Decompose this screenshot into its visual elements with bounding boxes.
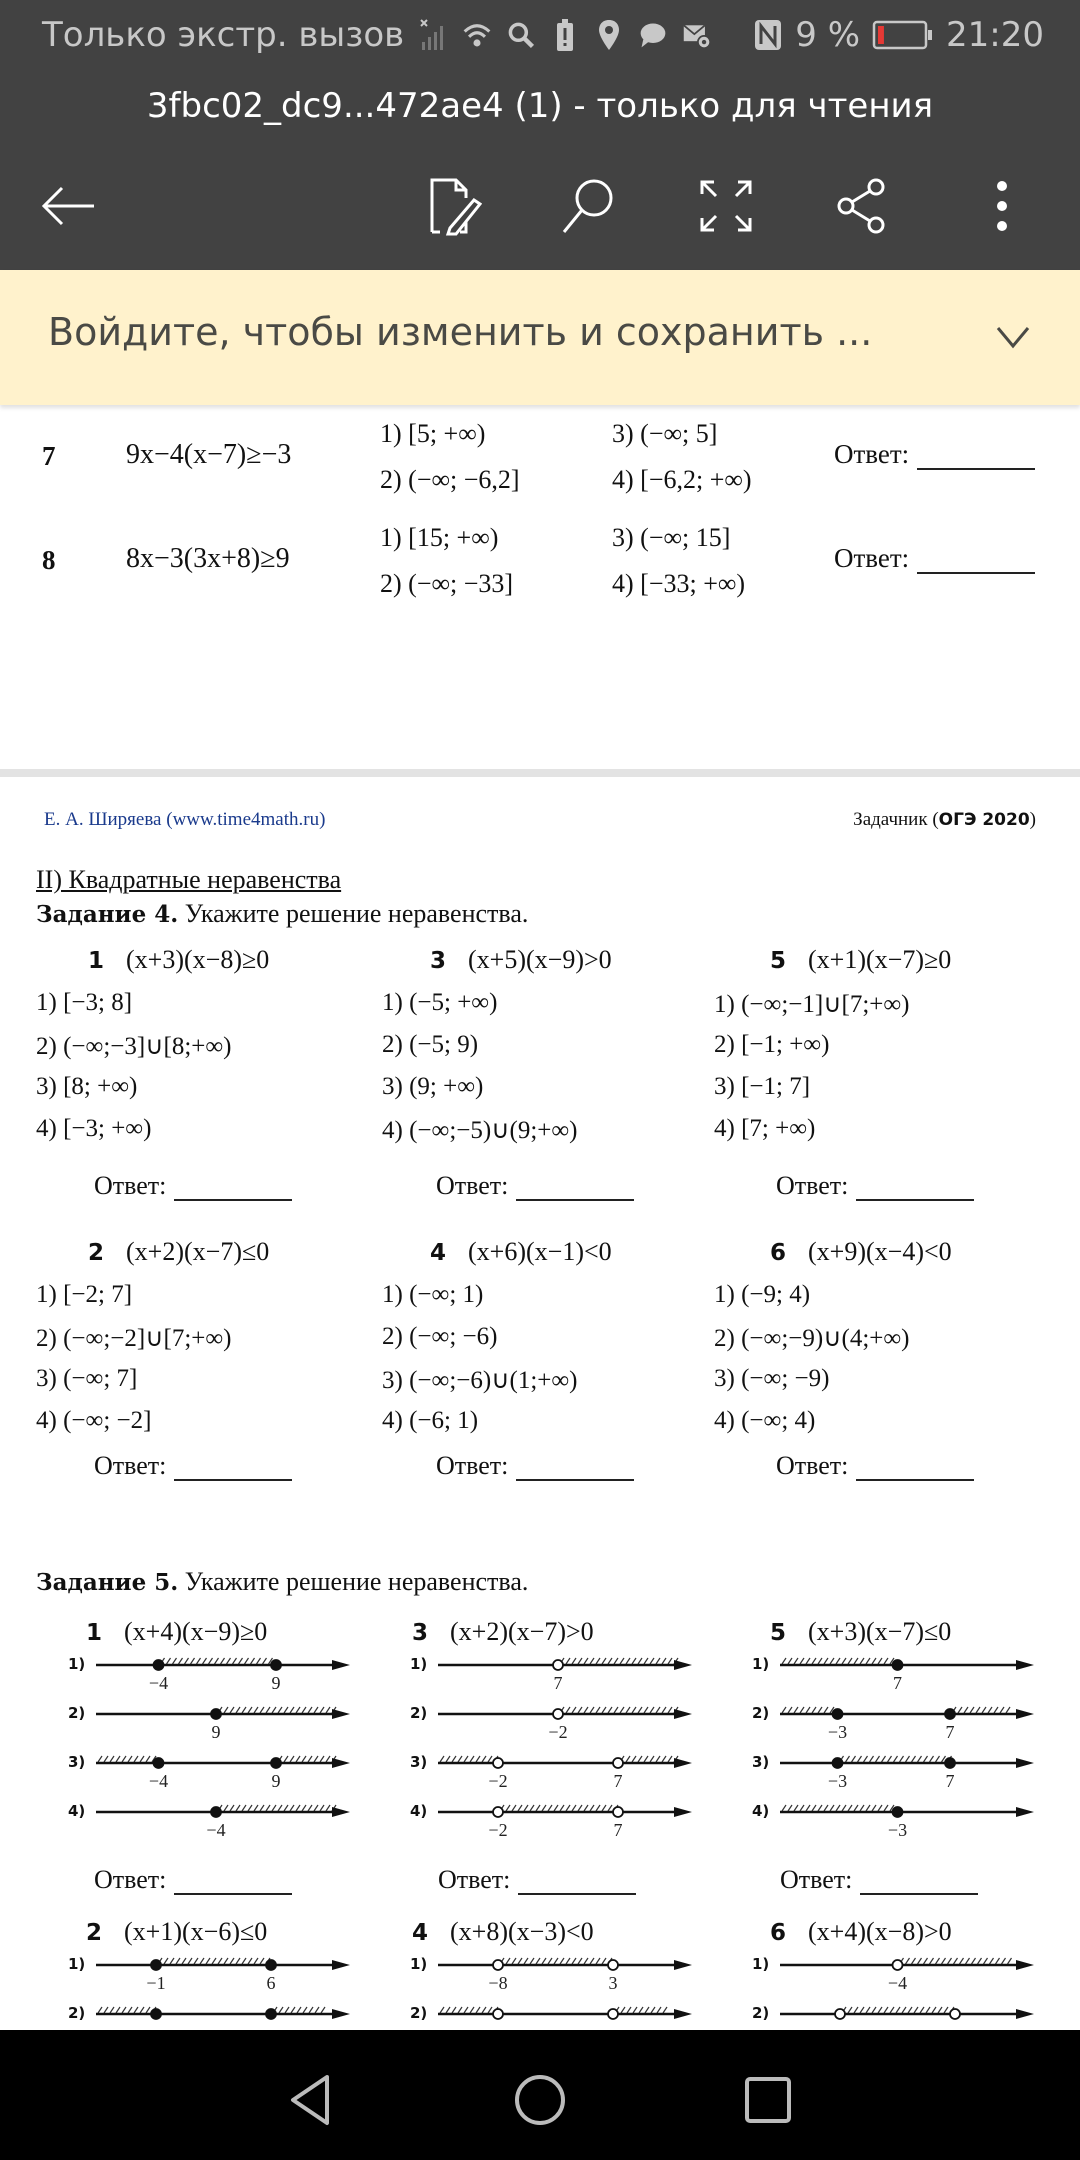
- question-header: [86, 1917, 267, 1947]
- no-signal-icon: [418, 18, 448, 52]
- arrow-left-icon: [38, 184, 98, 228]
- location-icon: [594, 18, 624, 52]
- closed-point: [833, 1709, 843, 1719]
- point-label: −4: [148, 1771, 169, 1791]
- answer-blank[interactable]: [917, 444, 1035, 470]
- answer-option: 1) [15; +∞): [380, 523, 499, 552]
- answer-label: Ответ:: [436, 1451, 509, 1480]
- axis-arrow: [332, 1758, 350, 1768]
- answer-label: Ответ:: [438, 1865, 511, 1894]
- linear-task-row: [0, 405, 1080, 515]
- shaded-interval: [500, 1958, 612, 1964]
- question-header: [770, 945, 951, 975]
- question-number: 4: [412, 1920, 429, 1946]
- answer-option: 3) (−∞; −9): [714, 1365, 830, 1392]
- closed-point: [154, 1758, 164, 1768]
- axis-arrow: [332, 1709, 350, 1719]
- edit-button[interactable]: [416, 168, 492, 244]
- answer-field[interactable]: [776, 1451, 974, 1481]
- page-header-author: Е. А. Ширяева (www.time4math.ru): [44, 809, 326, 830]
- answer-blank[interactable]: [860, 1869, 978, 1895]
- question-expression: (x+1)(x−6)≤0: [124, 1917, 268, 1946]
- task4-title: [36, 899, 528, 929]
- question-number: 3: [430, 948, 447, 974]
- question-expression: (x+6)(x−1)<0: [468, 1237, 612, 1266]
- option-label: 4): [68, 1802, 86, 1820]
- point-label: 7: [945, 1722, 955, 1742]
- answer-label: Ответ:: [776, 1171, 849, 1200]
- triangle-back-icon: [287, 2073, 333, 2127]
- app-bar: [0, 72, 1080, 270]
- battery-alert-icon: [550, 18, 580, 52]
- answer-field[interactable]: [780, 1865, 978, 1895]
- shaded-interval: [440, 1756, 498, 1762]
- closed-point: [271, 1758, 281, 1768]
- point-label: 9: [271, 1771, 281, 1791]
- option-label: 2): [752, 1704, 770, 1722]
- number-line: [96, 2002, 366, 2030]
- task-number: 7: [42, 441, 56, 471]
- number-line: [96, 1953, 366, 1993]
- wifi-icon: [462, 18, 492, 52]
- question-header: [88, 1237, 269, 1267]
- answer-option: 4) (−∞;−5)∪(9;+∞): [382, 1117, 578, 1144]
- answer-option: 2) (−∞; −6): [382, 1323, 498, 1350]
- shaded-interval: [218, 1707, 336, 1713]
- answer-blank[interactable]: [174, 1175, 292, 1201]
- shaded-interval: [840, 1756, 952, 1762]
- axis-arrow: [1016, 1960, 1034, 1970]
- shaded-interval: [560, 1707, 678, 1713]
- point-label: −4: [887, 1973, 908, 1993]
- option-label: 3): [752, 1753, 770, 1771]
- question-number: 6: [770, 1920, 787, 1946]
- axis-arrow: [674, 2009, 692, 2019]
- option-label: 2): [68, 2004, 86, 2022]
- answer-option: 3) (−∞;−6)∪(1;+∞): [382, 1367, 578, 1394]
- nav-recents-button[interactable]: [728, 2060, 808, 2140]
- answer-option: 1) [5; +∞): [380, 419, 486, 448]
- answer-option: 3) (−∞; 15]: [612, 523, 731, 552]
- open-point: [493, 1960, 503, 1970]
- point-label: 9: [271, 1673, 281, 1693]
- number-line: [780, 1953, 1050, 1993]
- chat-icon: [638, 18, 668, 52]
- closed-point: [893, 1660, 903, 1670]
- number-line: [96, 1751, 366, 1791]
- shaded-interval: [615, 2007, 667, 2013]
- closed-point: [211, 1807, 221, 1817]
- answer-blank[interactable]: [917, 548, 1035, 574]
- open-point: [553, 1660, 563, 1670]
- question-number: 3: [412, 1620, 429, 1646]
- carrier-text: Только экстр. вызов: [42, 15, 405, 55]
- system-nav-bar: [0, 2030, 1080, 2160]
- option-label: 1): [410, 1655, 428, 1673]
- axis-arrow: [332, 1960, 350, 1970]
- shaded-interval: [278, 1756, 336, 1762]
- closed-point: [893, 1807, 903, 1817]
- point-label: −2: [488, 1771, 508, 1791]
- answer-option: 3) [8; +∞): [36, 1073, 138, 1100]
- question-expression: (x+2)(x−7)≤0: [126, 1237, 270, 1266]
- axis-arrow: [332, 1660, 350, 1670]
- edit-document-icon: [426, 176, 482, 236]
- answer-field[interactable]: [94, 1451, 292, 1481]
- axis-arrow: [674, 1709, 692, 1719]
- question-number: 4: [430, 1240, 447, 1266]
- number-line: [96, 1653, 366, 1693]
- answer-label: Ответ:: [94, 1451, 167, 1480]
- search-icon: [558, 176, 618, 236]
- status-bar: [0, 0, 1080, 72]
- share-icon: [834, 177, 890, 235]
- closed-point: [151, 2009, 161, 2019]
- task5-title: [36, 1567, 528, 1597]
- shaded-interval: [782, 1805, 894, 1811]
- answer-blank[interactable]: [516, 1175, 634, 1201]
- closed-point: [945, 1758, 955, 1768]
- answer-option: 2) (−∞;−3]∪[8;+∞): [36, 1033, 232, 1060]
- document-title: 3fbc02_dc9...472ae4 (1) - только для чтения: [146, 86, 934, 126]
- option-label: 4): [410, 1802, 428, 1820]
- open-point: [950, 2009, 960, 2019]
- closed-point: [266, 2009, 276, 2019]
- expand-icon: [698, 178, 754, 234]
- closed-point: [945, 1709, 955, 1719]
- option-label: 2): [68, 1704, 86, 1722]
- point-label: 3: [608, 1973, 618, 1993]
- question-expression: (x+9)(x−4)<0: [808, 1237, 952, 1266]
- axis-arrow: [674, 1807, 692, 1817]
- point-label: −3: [887, 1820, 908, 1840]
- shaded-interval: [900, 1958, 1012, 1964]
- answer-option: 3) (9; +∞): [382, 1073, 484, 1100]
- axis-arrow: [1016, 1758, 1034, 1768]
- answer-field[interactable]: [834, 439, 1035, 470]
- answer-label: Ответ:: [436, 1171, 509, 1200]
- search-button[interactable]: [550, 168, 626, 244]
- question-number: 5: [770, 948, 787, 974]
- point-label: −1: [146, 1973, 166, 1993]
- open-point: [493, 1807, 503, 1817]
- battery-percent: 9 %: [795, 15, 861, 55]
- answer-option: 2) (−∞; −33]: [380, 569, 514, 598]
- answer-option: 4) [−6,2; +∞): [612, 465, 752, 494]
- square-recents-icon: [743, 2075, 793, 2125]
- answer-label: Ответ:: [776, 1451, 849, 1480]
- point-label: −4: [206, 1820, 226, 1840]
- shaded-interval: [560, 1658, 678, 1664]
- open-point: [608, 2009, 618, 2019]
- axis-arrow: [1016, 2009, 1034, 2019]
- point-label: 7: [945, 1771, 955, 1791]
- answer-field[interactable]: [436, 1171, 634, 1201]
- mail-settings-icon: [682, 18, 712, 52]
- closed-point: [151, 1960, 161, 1970]
- question-header: [770, 1917, 952, 1947]
- answer-field[interactable]: [438, 1865, 636, 1895]
- open-point: [493, 1758, 503, 1768]
- number-line: [780, 1800, 1050, 1840]
- answer-option: 1) [−2; 7]: [36, 1281, 133, 1308]
- sign-in-banner[interactable]: [0, 270, 1080, 405]
- number-line: [438, 1702, 708, 1742]
- option-label: 1): [68, 1955, 86, 1973]
- axis-arrow: [1016, 1709, 1034, 1719]
- open-point: [493, 2009, 503, 2019]
- answer-blank[interactable]: [518, 1869, 636, 1895]
- axis-arrow: [674, 1758, 692, 1768]
- book-suffix: ): [1029, 809, 1036, 830]
- nav-home-button[interactable]: [500, 2060, 580, 2140]
- answer-field[interactable]: [776, 1171, 974, 1201]
- answer-blank[interactable]: [516, 1455, 634, 1481]
- question-header: [86, 1617, 267, 1647]
- clock: 21:20: [946, 15, 1044, 55]
- answer-option: 4) [7; +∞): [714, 1115, 816, 1142]
- question-header: [770, 1617, 951, 1647]
- open-point: [608, 1960, 618, 1970]
- point-label: −3: [827, 1722, 848, 1742]
- number-line: [780, 1702, 1050, 1742]
- question-header: [770, 1237, 952, 1267]
- answer-option: 4) (−∞; −2]: [36, 1407, 152, 1434]
- option-label: 2): [410, 1704, 428, 1722]
- book-title-bold: ОГЭ 2020: [938, 810, 1030, 830]
- page-separator: [0, 769, 1080, 777]
- page-header-book: [853, 809, 1036, 831]
- open-point: [553, 1709, 563, 1719]
- number-line: [780, 1653, 1050, 1693]
- shaded-interval: [98, 1756, 156, 1762]
- option-label: 1): [752, 1655, 770, 1673]
- battery-icon: [872, 18, 934, 52]
- answer-field[interactable]: [94, 1865, 292, 1895]
- open-point: [835, 2009, 845, 2019]
- answer-option: 1) (−∞; 1): [382, 1281, 484, 1308]
- point-label: 6: [266, 1973, 276, 1993]
- shaded-interval: [440, 2007, 498, 2013]
- task4-label: Задание 4.: [36, 901, 179, 928]
- question-header: [430, 945, 612, 975]
- answer-option: 1) (−9; 4): [714, 1281, 811, 1308]
- nav-back-button[interactable]: [270, 2060, 350, 2140]
- question-header: [412, 1617, 594, 1647]
- answer-blank[interactable]: [174, 1455, 292, 1481]
- closed-point: [211, 1709, 221, 1719]
- closed-point: [154, 1660, 164, 1670]
- closed-point: [271, 1660, 281, 1670]
- option-label: 3): [410, 1753, 428, 1771]
- answer-field[interactable]: [94, 1171, 292, 1201]
- closed-point: [833, 1758, 843, 1768]
- more-options-button[interactable]: [964, 168, 1040, 244]
- shaded-interval: [158, 1958, 270, 1964]
- task5-text: Укажите решение неравенства.: [178, 1567, 529, 1596]
- point-label: −2: [488, 1820, 508, 1840]
- answer-field[interactable]: [436, 1451, 634, 1481]
- answer-option: 1) (−∞;−1]∪[7;+∞): [714, 991, 910, 1018]
- shaded-interval: [620, 1756, 678, 1762]
- answer-blank[interactable]: [174, 1869, 292, 1895]
- number-line: [96, 1800, 366, 1840]
- point-label: −4: [148, 1673, 169, 1693]
- task-expression: 9x−4(x−7)≥−3: [126, 439, 292, 470]
- number-line: [780, 1751, 1050, 1791]
- question-expression: (x+5)(x−9)>0: [468, 945, 612, 974]
- number-line: [438, 1953, 708, 1993]
- question-number: 2: [86, 1920, 103, 1946]
- share-button[interactable]: [824, 168, 900, 244]
- axis-arrow: [1016, 1660, 1034, 1670]
- point-label: 7: [893, 1673, 902, 1693]
- point-label: 7: [613, 1771, 623, 1791]
- sign-in-banner-text: Войдите, чтобы изменить и сохранить ...: [48, 310, 873, 354]
- answer-option: 3) [−1; 7]: [714, 1073, 811, 1100]
- question-header: [430, 1237, 612, 1267]
- question-expression: (x+8)(x−3)<0: [450, 1917, 594, 1946]
- book-prefix: Задачник (: [853, 809, 939, 830]
- shaded-interval: [782, 1658, 894, 1664]
- section-title: II) Квадратные неравенства: [36, 865, 342, 894]
- linear-task-row: [0, 509, 1080, 619]
- question-number: 5: [770, 1620, 787, 1646]
- number-line: [780, 2002, 1050, 2030]
- point-label: −3: [827, 1771, 848, 1791]
- number-line: [438, 1653, 708, 1693]
- back-button[interactable]: [30, 168, 106, 244]
- task5-label: Задание 5.: [36, 1569, 179, 1596]
- open-point: [613, 1807, 623, 1817]
- answer-option: 2) (−∞; −6,2]: [380, 465, 520, 494]
- task-number: 8: [42, 545, 56, 575]
- point-label: −8: [488, 1973, 508, 1993]
- answer-label: Ответ:: [94, 1171, 167, 1200]
- answer-blank[interactable]: [856, 1175, 974, 1201]
- number-line: [438, 1751, 708, 1791]
- number-line: [438, 2002, 708, 2030]
- chevron-down-icon[interactable]: [990, 314, 1036, 360]
- open-point: [893, 1960, 903, 1970]
- question-expression: (x+3)(x−7)≤0: [808, 1617, 952, 1646]
- answer-label: Ответ:: [834, 543, 910, 573]
- option-label: 1): [410, 1955, 428, 1973]
- axis-arrow: [332, 1807, 350, 1817]
- option-label: 3): [68, 1753, 86, 1771]
- answer-label: Ответ:: [780, 1865, 853, 1894]
- question-header: [88, 945, 269, 975]
- more-vertical-icon: [992, 178, 1012, 234]
- answer-option: 3) (−∞; 7]: [36, 1365, 138, 1392]
- answer-option: 4) [−33; +∞): [612, 569, 746, 598]
- point-label: −2: [548, 1722, 568, 1742]
- answer-blank[interactable]: [856, 1455, 974, 1481]
- option-label: 1): [68, 1655, 86, 1673]
- question-expression: (x+4)(x−8)>0: [808, 1917, 952, 1946]
- task4-text: Укажите решение неравенства.: [178, 899, 529, 928]
- question-expression: (x+4)(x−9)≥0: [124, 1617, 268, 1646]
- task-expression: 8x−3(3x+8)≥9: [126, 543, 290, 574]
- answer-option: 1) [−3; 8]: [36, 989, 133, 1016]
- answer-option: 4) (−∞; 4): [714, 1407, 816, 1434]
- question-header: [412, 1917, 594, 1947]
- answer-option: 2) (−∞;−9)∪(4;+∞): [714, 1325, 910, 1352]
- number-line: [438, 1800, 708, 1840]
- answer-option: 2) [−1; +∞): [714, 1031, 830, 1058]
- answer-label: Ответ:: [834, 439, 910, 469]
- axis-arrow: [674, 1660, 692, 1670]
- shaded-interval: [842, 2007, 954, 2013]
- question-number: 6: [770, 1240, 787, 1266]
- question-number: 1: [88, 948, 105, 974]
- axis-arrow: [674, 1960, 692, 1970]
- circle-home-icon: [513, 2073, 567, 2127]
- axis-arrow: [332, 2009, 350, 2019]
- option-label: 4): [752, 1802, 770, 1820]
- shaded-interval: [500, 1805, 618, 1811]
- shaded-interval: [782, 1707, 834, 1713]
- open-point: [613, 1758, 623, 1768]
- option-label: 2): [410, 2004, 428, 2022]
- shaded-interval: [952, 1707, 1010, 1713]
- answer-option: 2) (−5; 9): [382, 1031, 479, 1058]
- answer-option: 3) (−∞; 5]: [612, 419, 718, 448]
- answer-field[interactable]: [834, 543, 1035, 574]
- search-icon: [506, 18, 536, 52]
- question-expression: (x+3)(x−8)≥0: [126, 945, 270, 974]
- document-viewer[interactable]: [0, 405, 1080, 2030]
- answer-option: 2) (−∞;−2]∪[7;+∞): [36, 1325, 232, 1352]
- number-line: [96, 1702, 366, 1742]
- shaded-interval: [161, 1658, 273, 1664]
- answer-label: Ответ:: [94, 1865, 167, 1894]
- closed-point: [266, 1960, 276, 1970]
- question-expression: (x+2)(x−7)>0: [450, 1617, 594, 1646]
- answer-option: 4) (−6; 1): [382, 1407, 479, 1434]
- axis-arrow: [1016, 1807, 1034, 1817]
- answer-option: 4) [−3; +∞): [36, 1115, 152, 1142]
- shaded-interval: [218, 1805, 336, 1811]
- question-expression: (x+1)(x−7)≥0: [808, 945, 952, 974]
- shaded-interval: [98, 2007, 156, 2013]
- nfc-icon: [753, 18, 783, 52]
- shaded-interval: [273, 2007, 325, 2013]
- point-label: 9: [211, 1722, 221, 1742]
- option-label: 1): [752, 1955, 770, 1973]
- fullscreen-button[interactable]: [688, 168, 764, 244]
- point-label: 7: [553, 1673, 563, 1693]
- question-number: 1: [86, 1620, 103, 1646]
- point-label: 7: [613, 1820, 623, 1840]
- answer-option: 1) (−5; +∞): [382, 989, 498, 1016]
- option-label: 2): [752, 2004, 770, 2022]
- question-number: 2: [88, 1240, 105, 1266]
